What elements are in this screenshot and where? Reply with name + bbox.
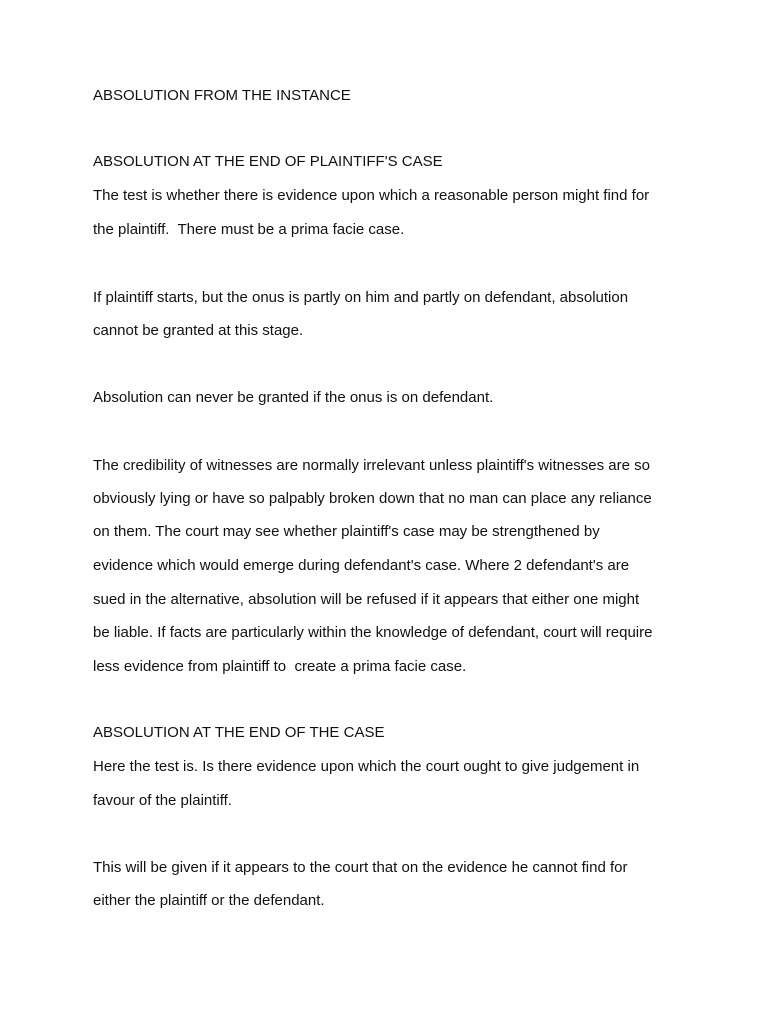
paragraph-line: favour of the plaintiff. [93,792,232,809]
paragraph-line: either the plaintiff or the defendant. [93,892,325,909]
section-heading-end-of-case: ABSOLUTION AT THE END OF THE CASE [93,724,385,741]
paragraph-line: Here the test is. Is there evidence upon which the court ought to give judgement in [93,758,640,775]
paragraph-line: Absolution can never be granted if the onus is on defendant. [93,389,494,406]
paragraph-line: The credibility of witnesses are normally irrelevant unless plaintiff's witnesses are so [93,457,650,474]
paragraph-line: be liable. If facts are particularly within the knowledge of defendant, court will require [93,624,653,641]
paragraph-line: The test is whether there is evidence upon which a reasonable person might find for [93,187,650,204]
section-heading-plaintiffs-case: ABSOLUTION AT THE END OF PLAINTIFF'S CASE [93,153,443,170]
paragraph-line: sued in the alternative, absolution will be refused if it appears that either one might [93,591,640,608]
paragraph-line: on them. The court may see whether plaintiff's case may be strengthened by [93,523,600,540]
paragraph-line: This will be given if it appears to the court that on the evidence he cannot find for [93,859,628,876]
paragraph-line: cannot be granted at this stage. [93,322,304,339]
document-title: ABSOLUTION FROM THE INSTANCE [93,87,351,104]
paragraph-line: evidence which would emerge during defendant's case. Where 2 defendant's are [93,557,630,574]
paragraph-line: If plaintiff starts, but the onus is partly on him and partly on defendant, absolution [93,289,629,306]
paragraph-line: the plaintiff. There must be a prima facie case. [93,221,405,238]
paragraph-line: less evidence from plaintiff to create a prima facie case. [93,658,467,675]
paragraph-line: obviously lying or have so palpably broken down that no man can place any reliance [93,490,652,507]
